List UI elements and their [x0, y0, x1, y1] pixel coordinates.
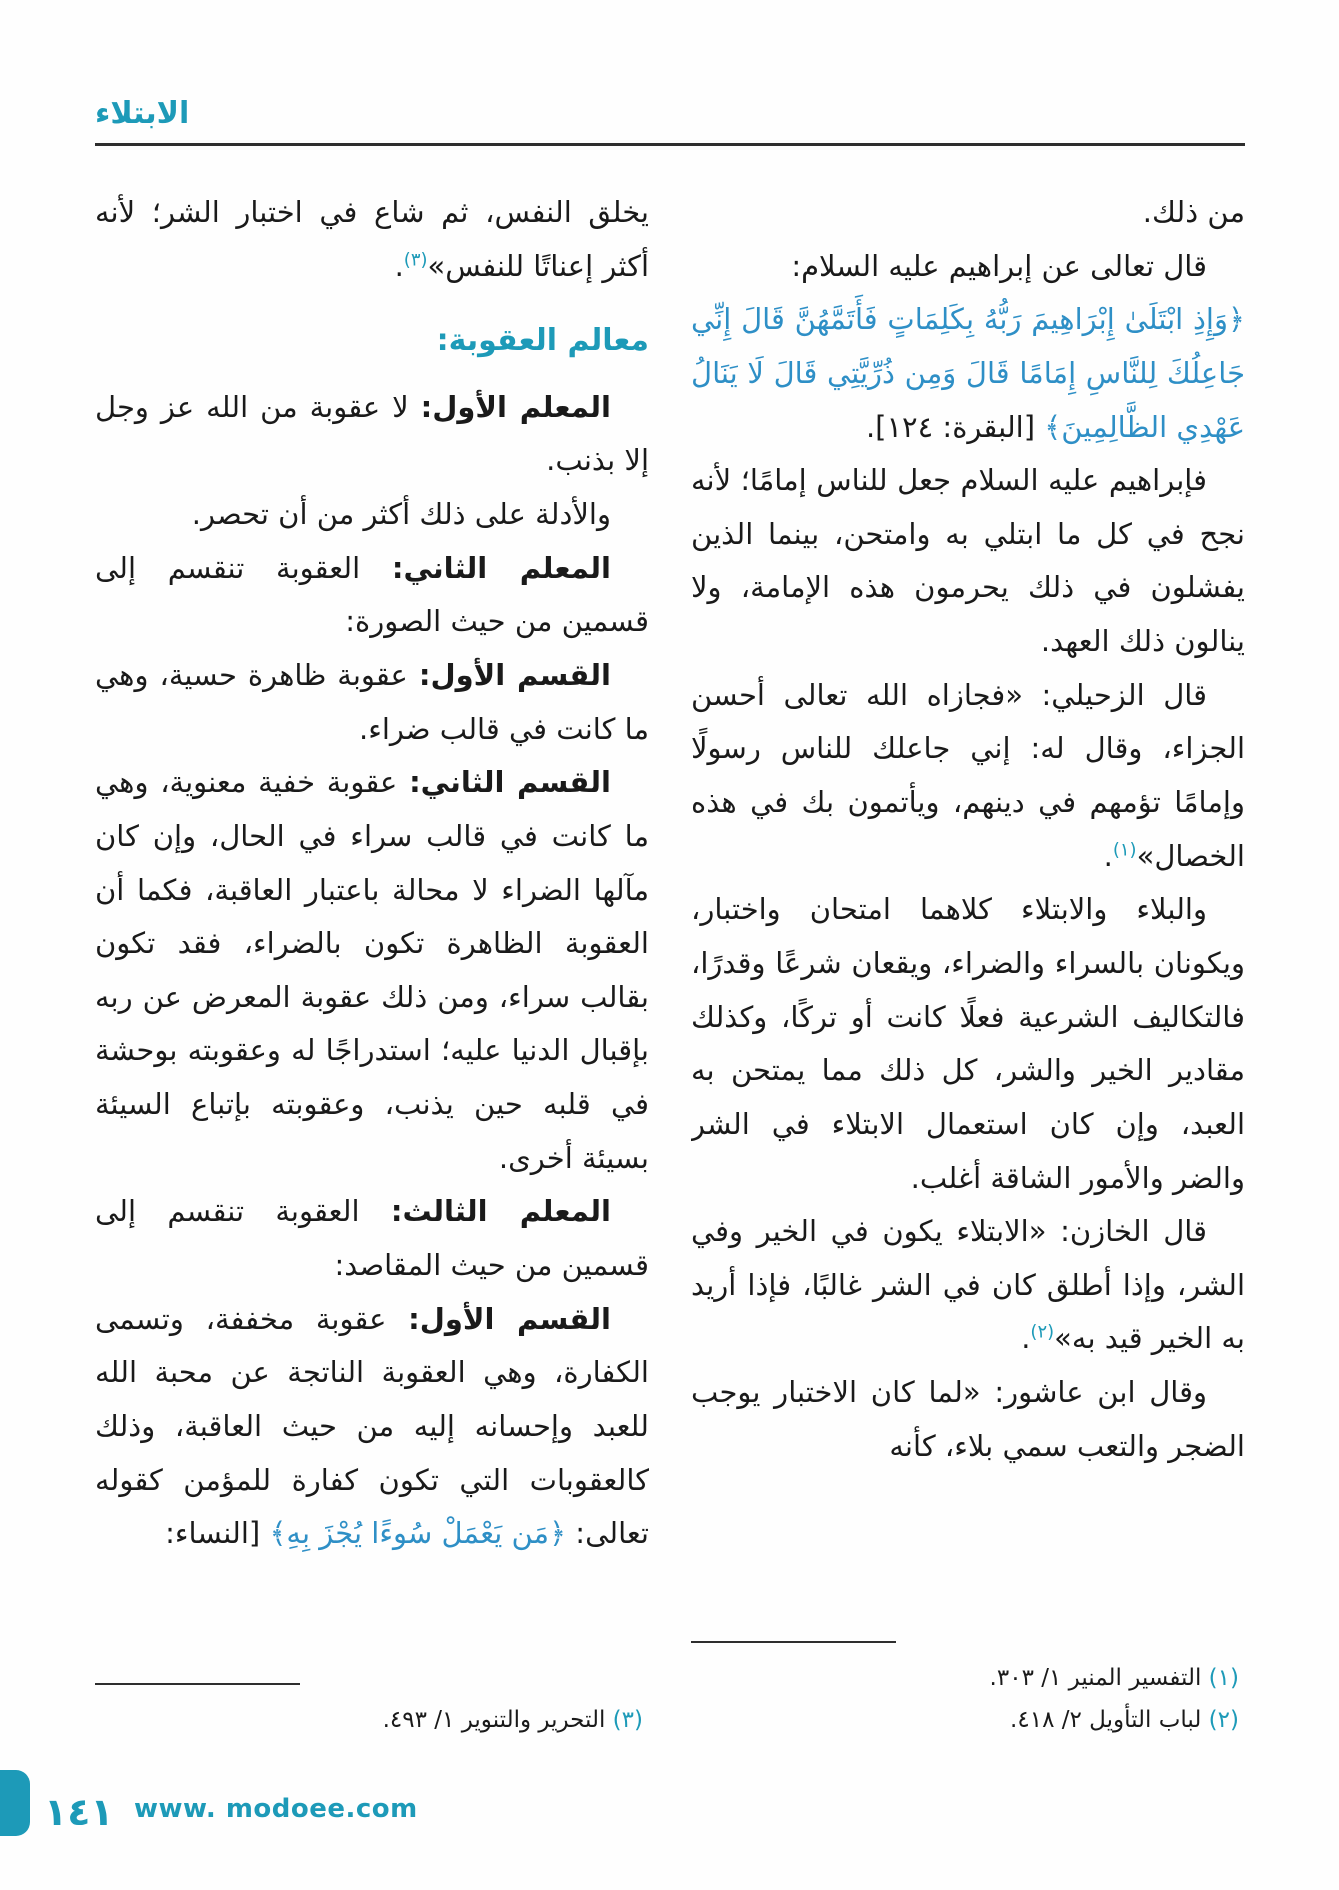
text-run: . [1103, 838, 1113, 873]
footnote-number: (٣) [605, 1707, 643, 1734]
column-left-body [95, 186, 649, 1669]
footnote [691, 1657, 1245, 1700]
footnote-marker: (٢) [1030, 1321, 1055, 1343]
website-url: www. modoee.com [134, 1794, 418, 1824]
text-run: . [1021, 1321, 1031, 1356]
text-run: المعلم الأول: [420, 389, 611, 424]
text-run: عقوبة ظاهرة حسية، وهي ما كانت في قالب ضراء. [95, 657, 649, 746]
paragraph [95, 756, 649, 1185]
quran-verse-text: ﴿مَن يَعْمَلْ سُوءًا يُجْزَ بِهِ﴾ [269, 1516, 567, 1551]
text-run: عقوبة مخففة، وتسمى الكفارة، وهي العقوبة الناتجة عن محبة الله للعبد وإحسانه إليه من حيث العاقبة، وذلك كالعقوبات التي تكون كفارة للمؤمن كقوله تعالى: [95, 1301, 649, 1551]
text-run: وقال ابن عاشور: «لما كان الاختبار يوجب الضجر والتعب سمي بلاء، كأنه [691, 1375, 1245, 1463]
page-header [95, 96, 1245, 146]
paragraph [691, 883, 1245, 1205]
text-run: . [394, 248, 404, 283]
text-run: قال الخازن: «الابتلاء يكون في الخير وفي الشر، وإذا أطلق كان في الشر غالبًا، فإذا أريد به الخير قيد به» [691, 1214, 1245, 1356]
footnote-separator [95, 1683, 300, 1685]
footnote-number: (٢) [1201, 1707, 1239, 1734]
quran-verse-block [691, 293, 1245, 454]
text-run: القسم الأول: [418, 657, 611, 692]
column-right-footnotes [691, 1627, 1245, 1742]
column-right [691, 186, 1245, 1742]
header-rule [95, 143, 1245, 146]
text-run: المعلم الثاني: [391, 550, 611, 585]
text-run: [البقرة: ١٢٤]. [865, 409, 1036, 444]
page-number: ١٤١ [44, 1790, 114, 1834]
paragraph [95, 186, 649, 293]
text-run: لا عقوبة من الله عز وجل إلا بذنب. [95, 389, 649, 478]
text-run: معالم العقوبة: [436, 323, 649, 359]
text-run: فإبراهيم عليه السلام جعل للناس إمامًا؛ لأنه نجح في كل ما ابتلي به وامتحن، بينما الذين يفشلون في ذلك يحرمون هذه الإمامة، ولا ينالون ذلك العهد. [691, 463, 1245, 659]
text-run: القسم الأول: [408, 1301, 611, 1336]
paragraph [691, 186, 1245, 240]
column-left [95, 186, 649, 1742]
text-run: القسم الثاني: [409, 765, 611, 800]
text-run: العقوبة تنقسم إلى قسمين من حيث الصورة: [95, 550, 649, 639]
text-run: [النساء: [165, 1516, 270, 1551]
running-head-title: الابتلاء [95, 96, 190, 131]
paragraph [691, 669, 1245, 884]
paragraph [95, 542, 649, 649]
column-right-body [691, 186, 1245, 1627]
footnote [95, 1699, 649, 1742]
text-run: والأدلة على ذلك أكثر من أن تحصر. [191, 497, 611, 532]
text-run: والبلاء والابتلاء كلاهما امتحان واختبار، ويكونان بالسراء والضراء، ويقعان شرعًا وقدرًا، فالتكاليف الشرعية فعلًا كانت أو تركًا، وكذلك مقادير الخير والشر، كل ذلك مما يمتحن به العبد، وإن كان استعمال الابتلاء في الشر والضر والأمور الشاقة أغلب. [691, 892, 1245, 1195]
text-columns [95, 186, 1245, 1742]
section-heading [95, 313, 649, 369]
paragraph [95, 1293, 649, 1561]
footnote-number: (١) [1201, 1664, 1239, 1691]
text-run: قال تعالى عن إبراهيم عليه السلام: [791, 248, 1207, 283]
footnote-list [95, 1699, 649, 1742]
paragraph [691, 454, 1245, 669]
text-run: عقوبة خفية معنوية، وهي ما كانت في قالب سراء في الحال، وإن كان مآلها الضراء لا محالة باعتبار العاقبة، فكما أن العقوبة الظاهرة تكون بالضراء، فقد تكون بقالب سراء، ومن ذلك عقوبة المعرض عن ربه بإقبال الدنيا عليه؛ استدراجًا له وعقوبته بوحشة في قلبه حين يذنب، وعقوبته بإتباع السيئة بسيئة أخرى. [95, 765, 649, 1175]
paragraph [691, 1366, 1245, 1473]
text-run: المعلم الثالث: [390, 1194, 611, 1229]
text-run: من ذلك. [1142, 195, 1245, 229]
paragraph [691, 240, 1245, 294]
paragraph [95, 1185, 649, 1292]
paragraph [95, 488, 649, 542]
footnote-text: التفسير المنير ١/ ٣٠٣. [989, 1664, 1202, 1691]
footnote-marker: (١) [1112, 839, 1137, 861]
text-run: قال الزحيلي: «فجازاه الله تعالى أحسن الجزاء، وقال له: إني جاعلك للناس رسولًا وإمامًا تؤمهم في دينهم، ويأتمون بك في هذه الخصال» [691, 677, 1245, 873]
footnote [691, 1699, 1245, 1742]
column-left-footnotes [95, 1669, 649, 1742]
text-run: يخلق النفس، ثم شاع في اختبار الشر؛ لأنه أكثر إعناتًا للنفس» [95, 195, 649, 283]
paragraph [95, 649, 649, 756]
footnote-text: التحرير والتنوير ١/ ٤٩٣. [382, 1707, 606, 1734]
paragraph [95, 381, 649, 488]
footnote-separator [691, 1641, 896, 1643]
paragraph [691, 1205, 1245, 1366]
text-run: العقوبة تنقسم إلى قسمين من حيث المقاصد: [95, 1194, 649, 1283]
page-edge-tab [0, 1770, 30, 1836]
footnote-text: لباب التأويل ٢/ ٤١٨. [1010, 1707, 1202, 1734]
footnote-marker: (٣) [403, 248, 428, 270]
footnote-list [691, 1657, 1245, 1742]
quran-verse-text: ﴿وَإِذِ ابْتَلَىٰ إِبْرَاهِيمَ رَبُّهُ بِكَلِمَاتٍ فَأَتَمَّهُنَّ قَالَ إِنِّي جَاعِلُكَ لِلنَّاسِ إِمَامًا قَالَ وَمِن ذُرِّيَّتِي قَالَ لَا يَنَالُ عَهْدِي الظَّالِمِينَ﴾ [691, 302, 1245, 444]
